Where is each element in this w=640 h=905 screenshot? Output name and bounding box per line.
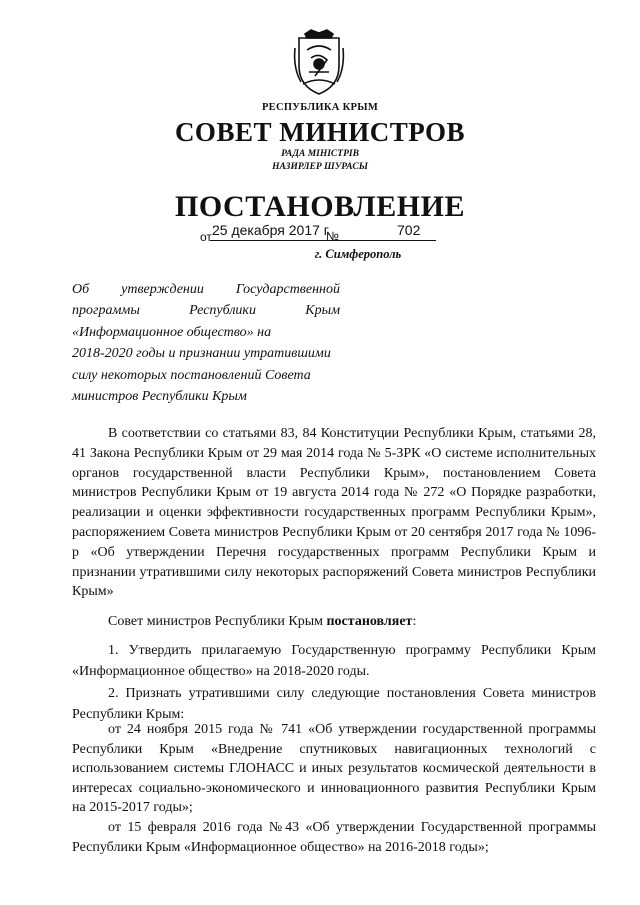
document-type-title: ПОСТАНОВЛЕНИЕ — [175, 190, 465, 223]
resolves-tail: : — [412, 614, 417, 629]
republic-name: РЕСПУБЛИКА КРЫМ — [261, 102, 379, 113]
preamble-paragraph: В соответствии со статьями 83, 84 Конституции Республики Крым, статьями 28, 41 Закона Республики Крым от 29 мая 2014 года № 5-ЗРК «О системе исполнительных органов государственной власти Республики Крым», постановлением Совета министров Республики Крым от 19 августа 2014 года № 272 «О Порядке разработки, реализации и оценки эффективности государственных программ Республики Крым», распоряжением Совета министров Республики Крым от 20 сентября 2017 года № 1096-р «Об утверждении Перечня государственных программ Республики Крым и признании утратившими силу некоторых распоряжений Совета министров Республики Крым» — [72, 426, 596, 600]
crimea-coat-of-arms-icon — [291, 28, 347, 96]
council-title-crimean-tatar: НАЗИРЛЕР ШУРАСЫ — [272, 162, 368, 172]
council-title: СОВЕТ МИНИСТРОВ — [174, 117, 466, 147]
subject-line: «Информационное общество» на — [72, 324, 272, 340]
item-2-paragraph: 2. Признать утратившими силу следующие постановления Совета министров Республики Крым: — [72, 686, 596, 722]
city-name: г. Симферополь — [314, 247, 402, 261]
resolves-lead: Совет министров Республики Крым — [108, 614, 327, 629]
date-prefix: от — [200, 230, 212, 244]
number-sign: № — [326, 229, 339, 243]
subject-line: силу некоторых постановлений Совета — [72, 367, 311, 383]
decree-subject — [72, 279, 340, 407]
subject-line: Об утверждении Государственной — [72, 282, 340, 297]
decree-date: 25 декабря 2017 г. — [212, 222, 332, 238]
subject-line: 2018-2020 годы и признании утратившими — [72, 346, 331, 362]
subject-line: министров Республики Крым — [72, 389, 247, 405]
item-1-paragraph: 1. Утвердить прилагаемую Государственную программу Республики Крым «Информационное общество» на 2018-2020 годы. — [72, 643, 596, 679]
decree-date-line — [200, 222, 436, 246]
subject-line: программы Республики Крым — [72, 303, 340, 319]
resolves-paragraph — [72, 611, 596, 632]
council-title-ukrainian: РАДА МІНІСТРІВ — [281, 149, 359, 159]
item-2a-paragraph: от 24 ноября 2015 года № 741 «Об утверждении государственной программы Республики Крым «Внедрение спутниковых навигационных технологий с использованием системы ГЛОНАСС и иных результатов космической деятельности в интересах социально-экономического и инновационного развития Республики Крым на 2015-2017 годы»; — [72, 722, 596, 816]
decree-number: 702 — [397, 222, 421, 238]
date-underline — [210, 240, 436, 241]
resolves-keyword: постановляет — [326, 614, 413, 629]
item-2b-paragraph: от 15 февраля 2016 года №43 «Об утверждении Государственной программы Республики Крым «Информационное общество» на 2016-2018 годы»; — [72, 820, 596, 855]
